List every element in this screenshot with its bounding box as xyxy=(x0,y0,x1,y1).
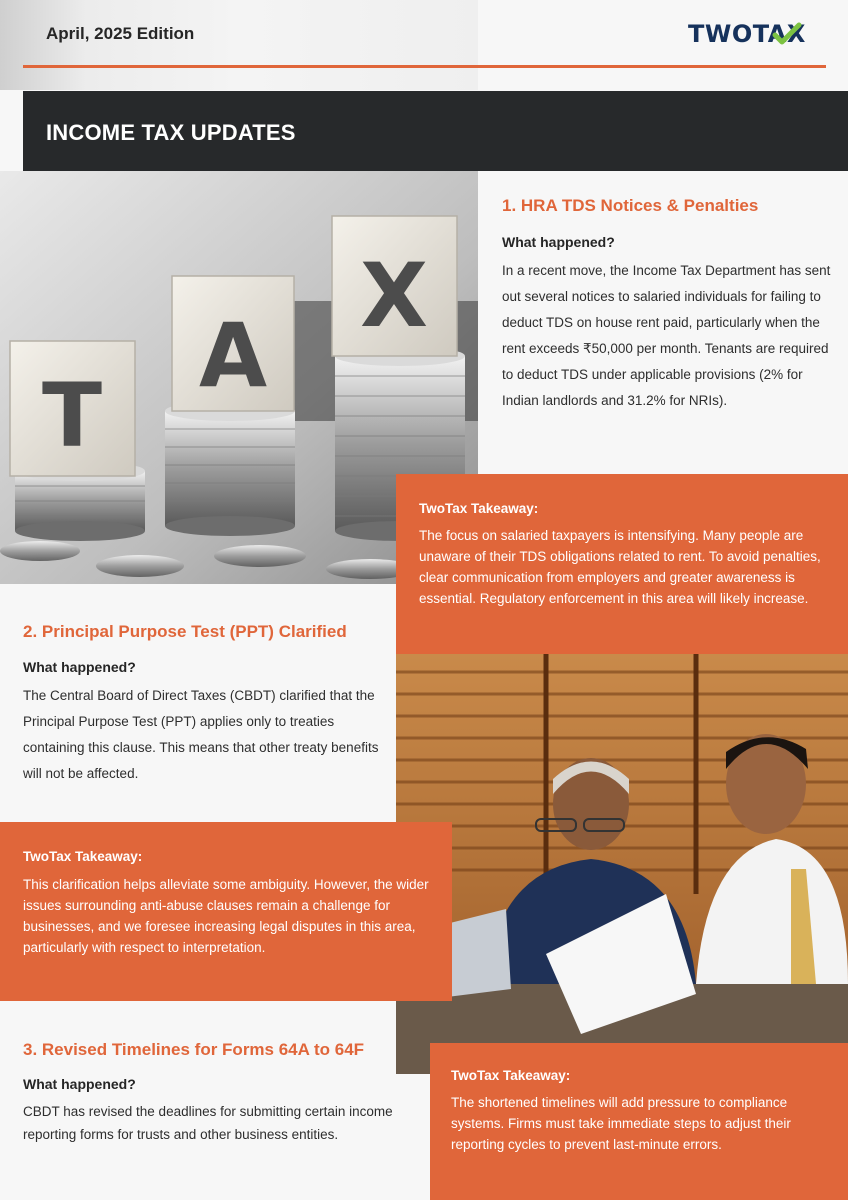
section-2-subheading: What happened? xyxy=(23,659,136,675)
section-1-subheading: What happened? xyxy=(502,234,615,250)
section-1-body: In a recent move, the Income Tax Department has sent out several notices to salaried individuals for failing to deduct TDS on house rent paid, particularly when the rent exceeds ₹50,000 per month. Tenants are required to deduct TDS under applicable provisions (2% for Indian landlords and 31.2% for NRIs). xyxy=(502,263,831,408)
header-divider xyxy=(23,65,826,68)
section-3-takeaway-title: TwoTax Takeaway: xyxy=(451,1068,571,1083)
section-3-takeaway-body: The shortened timelines will add pressure to compliance systems. Firms must take immediate steps to adjust their reporting cycles to prevent last-minute errors. xyxy=(451,1095,791,1152)
header-background-photo xyxy=(0,0,478,90)
section-3-body: CBDT has revised the deadlines for submitting certain income reporting forms for trusts and other business entities. xyxy=(23,1104,393,1142)
section-1-takeaway-box xyxy=(396,474,848,654)
section-2-takeaway-body: This clarification helps alleviate some ambiguity. However, the wider issues surrounding anti-abuse clauses remain a challenge for businesses, and we foresee increasing legal disputes in this area, particularly with respect to interpretation. xyxy=(23,877,429,955)
twotax-logo xyxy=(688,20,806,50)
section-3-title: 3. Revised Timelines for Forms 64A to 64F xyxy=(23,1040,365,1059)
banner-title: INCOME TAX UPDATES xyxy=(46,120,296,145)
tax-letter-t: T xyxy=(41,364,103,467)
office-meeting-photo xyxy=(396,654,848,1074)
tax-letter-x: X xyxy=(360,244,428,347)
section-2-body: The Central Board of Direct Taxes (CBDT) clarified that the Principal Purpose Test (PPT) applies only to treaties containing this clause. This means that other treaty benefits will not be affected. xyxy=(23,688,379,781)
section-3-takeaway-box xyxy=(430,1043,848,1200)
section-1-title: 1. HRA TDS Notices & Penalties xyxy=(502,196,759,215)
section-3-subheading: What happened? xyxy=(23,1076,136,1092)
edition-label: April, 2025 Edition xyxy=(46,24,195,43)
logo-check-icon xyxy=(772,22,802,46)
section-2-title: 2. Principal Purpose Test (PPT) Clarified xyxy=(23,622,347,641)
logo-text: TWOTAX xyxy=(688,20,806,48)
tax-letter-a: A xyxy=(198,304,268,407)
section-2-takeaway-box xyxy=(0,822,452,1001)
section-1-takeaway-body: The focus on salaried taxpayers is intensifying. Many people are unaware of their TDS obligations related to rent. To avoid penalties, clear communication from employers and greater awareness is essential. Regulatory enforcement in this area will likely increase. xyxy=(419,528,821,606)
section-1-takeaway-title: TwoTax Takeaway: xyxy=(419,501,539,516)
section-2-takeaway-title: TwoTax Takeaway: xyxy=(23,849,143,864)
